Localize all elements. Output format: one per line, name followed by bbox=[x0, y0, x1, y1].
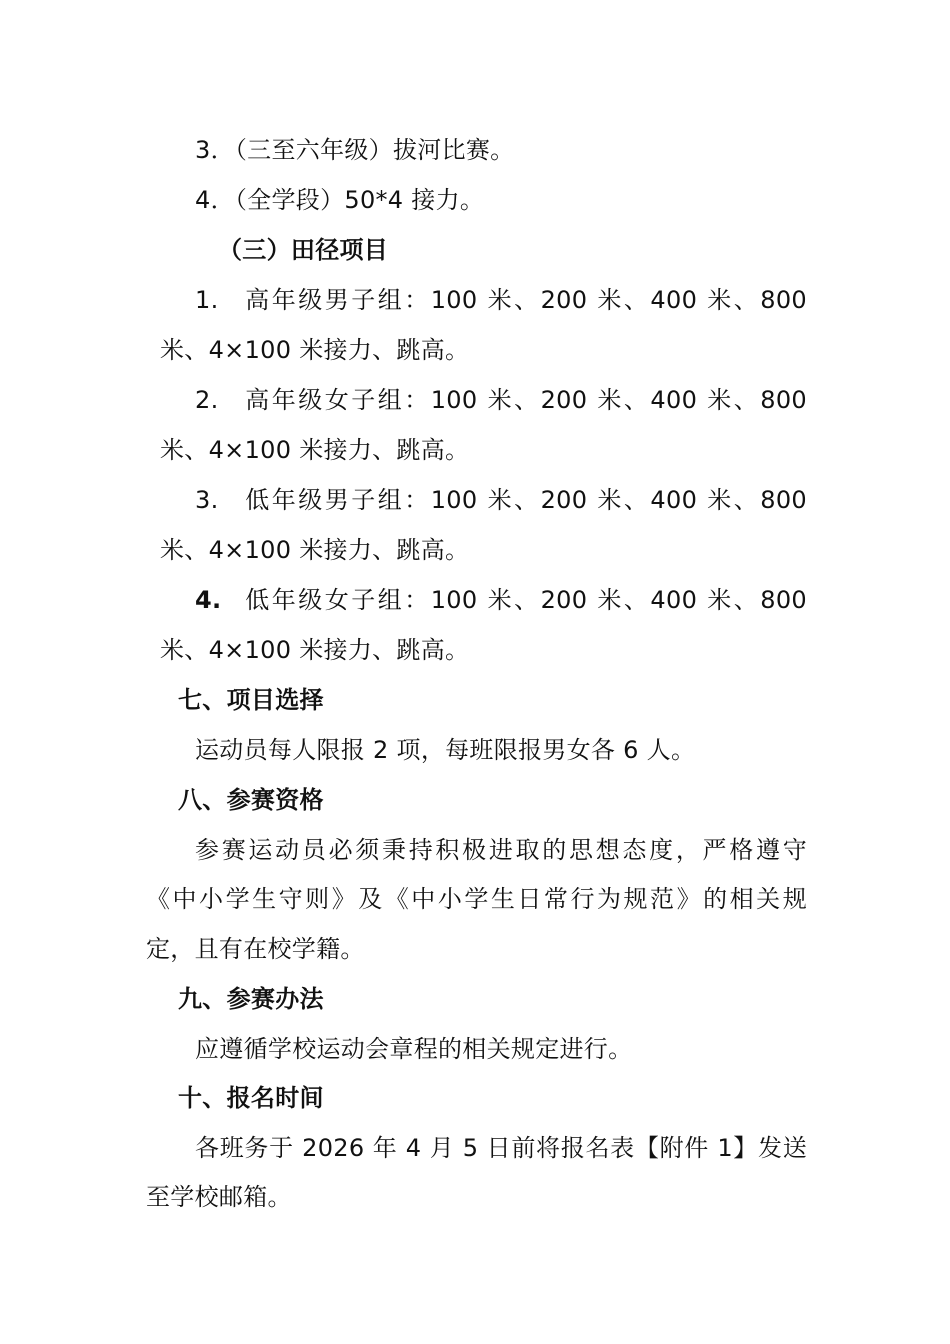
track-item-3-line2: 米、4×100 米接力、跳高。 bbox=[160, 536, 470, 564]
section-10-line1: 各班务于 2026 年 4 月 5 日前将报名表【附件 1】发送 bbox=[195, 1134, 807, 1162]
track-item-1 bbox=[195, 284, 807, 316]
track-item-1-line1: 高年级男子组：100 米、200 米、400 米、800 bbox=[243, 286, 807, 314]
section-8-line1: 参赛运动员必须秉持积极进取的思想态度，严格遵守 bbox=[195, 836, 807, 864]
section-9-body: 应遵循学校运动会章程的相关规定进行。 bbox=[195, 1035, 633, 1063]
track-item-2-num: 2. bbox=[195, 386, 219, 414]
track-item-3-line1: 低年级男子组：100 米、200 米、400 米、800 bbox=[243, 486, 807, 514]
track-item-4-line2: 米、4×100 米接力、跳高。 bbox=[160, 636, 470, 664]
section-10-line2: 至学校邮箱。 bbox=[146, 1183, 292, 1211]
section-10-heading: 十、报名时间 bbox=[178, 1084, 324, 1112]
games-item-3: 3．（三至六年级）拔河比赛。 bbox=[195, 136, 515, 164]
games-item-4: 4．（全学段）50*4 接力。 bbox=[195, 186, 485, 214]
section-7-heading: 七、项目选择 bbox=[178, 686, 324, 714]
track-item-1-line2: 米、4×100 米接力、跳高。 bbox=[160, 336, 470, 364]
track-item-2-line2: 米、4×100 米接力、跳高。 bbox=[160, 436, 470, 464]
track-item-4 bbox=[195, 584, 807, 616]
section-8-line2: 《中小学生守则》及《中小学生日常行为规范》的相关规 bbox=[146, 885, 807, 913]
track-item-1-num: 1. bbox=[195, 286, 219, 314]
section-7-body: 运动员每人限报 2 项，每班限报男女各 6 人。 bbox=[195, 736, 696, 764]
track-heading: （三）田径项目 bbox=[218, 236, 389, 264]
section-9-heading: 九、参赛办法 bbox=[178, 985, 324, 1013]
track-item-4-num: 4. bbox=[195, 586, 222, 614]
track-item-2 bbox=[195, 384, 807, 416]
section-8-line3: 定，且有在校学籍。 bbox=[146, 935, 365, 963]
section-8-heading: 八、参赛资格 bbox=[178, 786, 324, 814]
track-item-4-line1: 低年级女子组：100 米、200 米、400 米、800 bbox=[243, 586, 807, 614]
track-item-3-num: 3. bbox=[195, 486, 219, 514]
track-item-3 bbox=[195, 484, 807, 516]
track-item-2-line1: 高年级女子组：100 米、200 米、400 米、800 bbox=[243, 386, 807, 414]
